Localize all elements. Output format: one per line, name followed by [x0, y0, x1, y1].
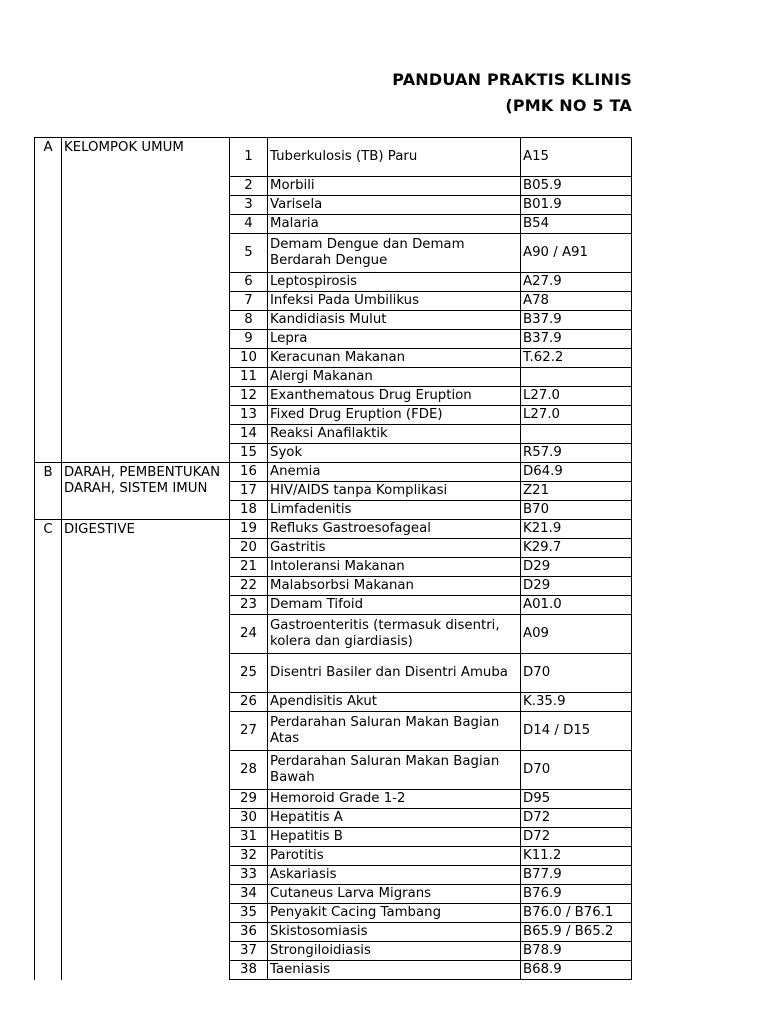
- row-number: 34: [230, 885, 268, 904]
- table-row: [35, 138, 632, 177]
- icd-code: K21.9: [521, 520, 632, 539]
- row-number: 3: [230, 196, 268, 215]
- icd-code: D72: [521, 828, 632, 847]
- icd-code: R57.9: [521, 444, 632, 463]
- row-number: 6: [230, 273, 268, 292]
- group-letter: B: [35, 463, 62, 520]
- row-number: 10: [230, 349, 268, 368]
- disease-name: Anemia: [268, 463, 521, 482]
- disease-name: Alergi Makanan: [268, 368, 521, 387]
- row-number: 11: [230, 368, 268, 387]
- icd-code: D64.9: [521, 463, 632, 482]
- disease-name: Parotitis: [268, 847, 521, 866]
- disease-name: Keracunan Makanan: [268, 349, 521, 368]
- icd-code: Z21: [521, 482, 632, 501]
- icd-code: L27.0: [521, 406, 632, 425]
- disease-name: Reaksi Anafilaktik: [268, 425, 521, 444]
- icd-code: D95: [521, 790, 632, 809]
- icd-code: K11.2: [521, 847, 632, 866]
- group-name: KELOMPOK UMUM: [62, 138, 230, 463]
- disease-name: Hemoroid Grade 1-2: [268, 790, 521, 809]
- row-number: 31: [230, 828, 268, 847]
- icd-code: A27.9: [521, 273, 632, 292]
- disease-name: Limfadenitis: [268, 501, 521, 520]
- row-number: 37: [230, 942, 268, 961]
- row-number: 21: [230, 558, 268, 577]
- row-number: 30: [230, 809, 268, 828]
- icd-code: B70: [521, 501, 632, 520]
- disease-table: [34, 137, 632, 980]
- row-number: 7: [230, 292, 268, 311]
- row-number: 24: [230, 615, 268, 654]
- icd-code: B01.9: [521, 196, 632, 215]
- row-number: 2: [230, 177, 268, 196]
- disease-name: Malabsorbsi Makanan: [268, 577, 521, 596]
- disease-name: Hepatitis A: [268, 809, 521, 828]
- group-letter: C: [35, 520, 62, 980]
- row-number: 27: [230, 712, 268, 751]
- disease-name: Morbili: [268, 177, 521, 196]
- disease-name: Infeksi Pada Umbilikus: [268, 292, 521, 311]
- table-row: [35, 463, 632, 482]
- disease-name: Perdarahan Saluran Makan Bagian Bawah: [268, 751, 521, 790]
- icd-code: B65.9 / B65.2: [521, 923, 632, 942]
- disease-name: Leptospirosis: [268, 273, 521, 292]
- page-subtitle: (PMK NO 5 TA: [505, 96, 632, 115]
- disease-name: Gastritis: [268, 539, 521, 558]
- disease-name: Apendisitis Akut: [268, 693, 521, 712]
- disease-name: Perdarahan Saluran Makan Bagian Atas: [268, 712, 521, 751]
- disease-name: Tuberkulosis (TB) Paru: [268, 138, 521, 177]
- row-number: 23: [230, 596, 268, 615]
- disease-name: Skistosomiasis: [268, 923, 521, 942]
- icd-code: B77.9: [521, 866, 632, 885]
- icd-code: T.62.2: [521, 349, 632, 368]
- row-number: 38: [230, 961, 268, 980]
- icd-code: B05.9: [521, 177, 632, 196]
- icd-code: K29.7: [521, 539, 632, 558]
- row-number: 32: [230, 847, 268, 866]
- icd-code: A15: [521, 138, 632, 177]
- icd-code: [521, 425, 632, 444]
- icd-code: B37.9: [521, 330, 632, 349]
- icd-code: A01.0: [521, 596, 632, 615]
- icd-code: D14 / D15: [521, 712, 632, 751]
- disease-name: Demam Dengue dan Demam Berdarah Dengue: [268, 234, 521, 273]
- icd-code: L27.0: [521, 387, 632, 406]
- row-number: 25: [230, 654, 268, 693]
- icd-code: K.35.9: [521, 693, 632, 712]
- icd-code: B76.0 / B76.1: [521, 904, 632, 923]
- row-number: 9: [230, 330, 268, 349]
- disease-name: Cutaneus Larva Migrans: [268, 885, 521, 904]
- disease-name: Hepatitis B: [268, 828, 521, 847]
- icd-code: [521, 368, 632, 387]
- icd-code: D29: [521, 577, 632, 596]
- disease-name: Askariasis: [268, 866, 521, 885]
- row-number: 36: [230, 923, 268, 942]
- disease-name: Disentri Basiler dan Disentri Amuba: [268, 654, 521, 693]
- row-number: 22: [230, 577, 268, 596]
- group-name: DIGESTIVE: [62, 520, 230, 980]
- page-title: PANDUAN PRAKTIS KLINIS: [392, 70, 632, 89]
- row-number: 15: [230, 444, 268, 463]
- row-number: 16: [230, 463, 268, 482]
- row-number: 17: [230, 482, 268, 501]
- disease-name: Strongiloidiasis: [268, 942, 521, 961]
- group-name: DARAH, PEMBENTUKAN DARAH, SISTEM IMUN: [62, 463, 230, 520]
- disease-name: Gastroenteritis (termasuk disentri, kolera dan giardiasis): [268, 615, 521, 654]
- icd-code: B54: [521, 215, 632, 234]
- table-row: [35, 520, 632, 539]
- disease-name: Exanthematous Drug Eruption: [268, 387, 521, 406]
- row-number: 29: [230, 790, 268, 809]
- row-number: 4: [230, 215, 268, 234]
- icd-code: B76.9: [521, 885, 632, 904]
- disease-name: Lepra: [268, 330, 521, 349]
- row-number: 1: [230, 138, 268, 177]
- row-number: 5: [230, 234, 268, 273]
- icd-code: B37.9: [521, 311, 632, 330]
- icd-code: D70: [521, 751, 632, 790]
- icd-code: B68.9: [521, 961, 632, 980]
- icd-code: D70: [521, 654, 632, 693]
- disease-name: HIV/AIDS tanpa Komplikasi: [268, 482, 521, 501]
- disease-name: Taeniasis: [268, 961, 521, 980]
- icd-code: A09: [521, 615, 632, 654]
- icd-code: B78.9: [521, 942, 632, 961]
- row-number: 19: [230, 520, 268, 539]
- row-number: 20: [230, 539, 268, 558]
- icd-code: D29: [521, 558, 632, 577]
- row-number: 35: [230, 904, 268, 923]
- group-letter: A: [35, 138, 62, 463]
- icd-code: A78: [521, 292, 632, 311]
- disease-name: Malaria: [268, 215, 521, 234]
- disease-name: Varisela: [268, 196, 521, 215]
- row-number: 14: [230, 425, 268, 444]
- disease-name: Penyakit Cacing Tambang: [268, 904, 521, 923]
- row-number: 13: [230, 406, 268, 425]
- row-number: 12: [230, 387, 268, 406]
- icd-code: A90 / A91: [521, 234, 632, 273]
- disease-name: Demam Tifoid: [268, 596, 521, 615]
- disease-name: Refluks Gastroesofageal: [268, 520, 521, 539]
- row-number: 28: [230, 751, 268, 790]
- icd-code: D72: [521, 809, 632, 828]
- row-number: 8: [230, 311, 268, 330]
- disease-name: Intoleransi Makanan: [268, 558, 521, 577]
- row-number: 18: [230, 501, 268, 520]
- disease-name: Fixed Drug Eruption (FDE): [268, 406, 521, 425]
- disease-name: Syok: [268, 444, 521, 463]
- disease-name: Kandidiasis Mulut: [268, 311, 521, 330]
- row-number: 33: [230, 866, 268, 885]
- row-number: 26: [230, 693, 268, 712]
